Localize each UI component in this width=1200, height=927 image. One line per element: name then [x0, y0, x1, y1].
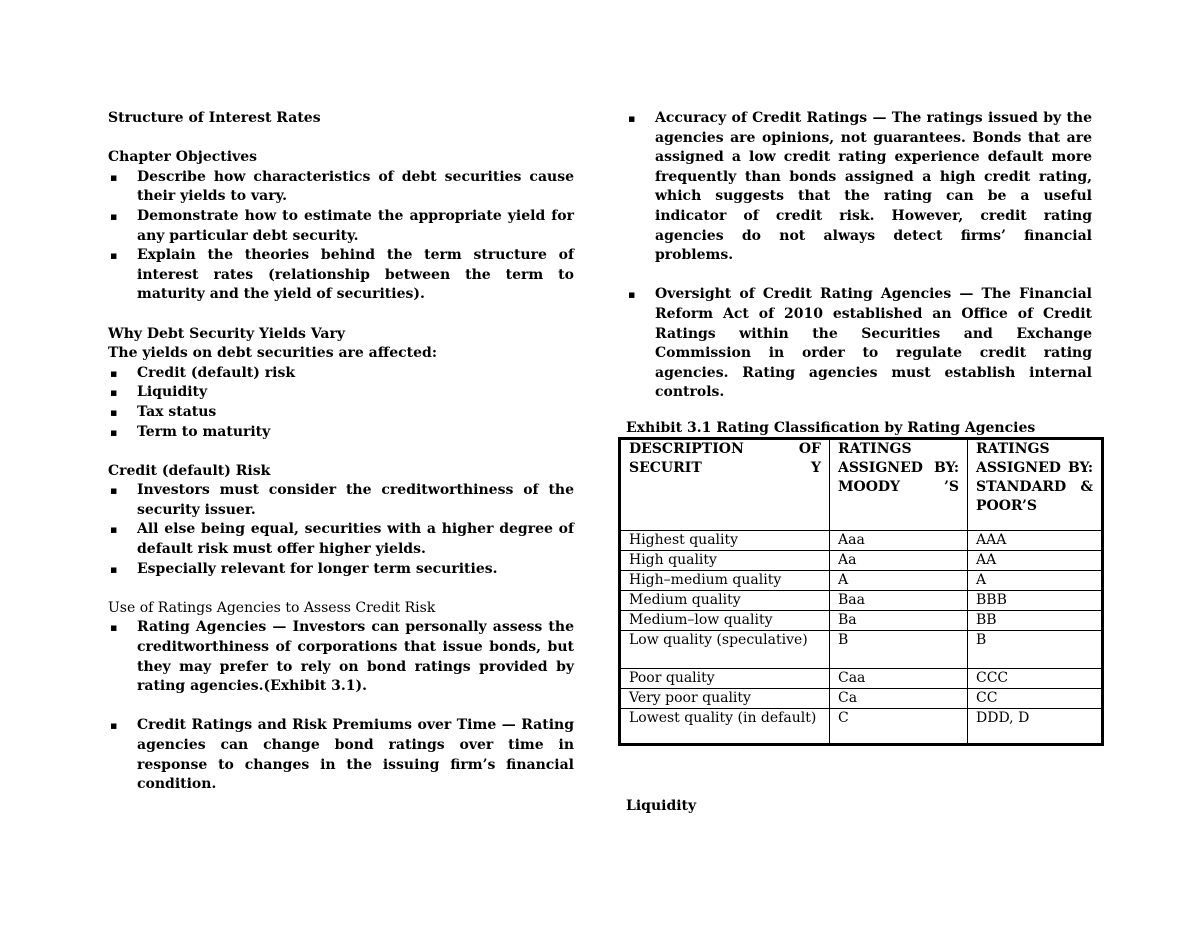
list-item: ▪ Liquidity	[110, 384, 208, 401]
table-cell: A	[830, 570, 968, 590]
table-cell: Ca	[830, 688, 968, 708]
table-cell: C	[830, 708, 968, 744]
list-item: ▪ Oversight of Credit Rating Agencies — The Financial Reform Act of 2010 established an Office of Credit Ratings within the Securities and Exchange Commission in order to regulate credit rating agencies. Rating agencies must establish internal controls.	[628, 286, 1092, 401]
table-row	[620, 708, 1103, 744]
table-cell: Low quality (speculative)	[620, 630, 830, 668]
table-header: DESCRIPTION OF SECURIT Y	[620, 438, 830, 530]
table-cell: Medium–low quality	[620, 610, 830, 630]
list-item: ▪ Rating Agencies — Investors can personally assess the creditworthiness of corporations that issue bonds, but they may prefer to rely on bond ratings provided by rating agencies.(Exhibit 3.1).	[110, 619, 574, 695]
table-cell: CCC	[968, 668, 1103, 688]
left-column	[108, 109, 574, 795]
exhibit-caption: Exhibit 3.1 Rating Classification by Rating Agencies	[626, 419, 1036, 436]
list-item: ▪ Demonstrate how to estimate the appropriate yield for any particular debt security.	[110, 207, 574, 244]
why-intro: The yields on debt securities are affected:	[108, 345, 438, 362]
agency-list	[626, 109, 1092, 266]
table-row	[620, 610, 1103, 630]
rating-table	[618, 437, 1104, 746]
table-cell: AAA	[968, 530, 1103, 550]
list-item: ▪ Explain the theories behind the term structure of interest rates (relationship between the term to maturity and the yield of securities).	[110, 247, 574, 303]
ratings-heading: Use of Ratings Agencies to Assess Credit Risk	[108, 599, 436, 616]
table-cell: Caa	[830, 668, 968, 688]
objectives-heading: Chapter Objectives	[108, 149, 257, 166]
table-cell: Very poor quality	[620, 688, 830, 708]
table-cell: A	[968, 570, 1103, 590]
table-cell: Lowest quality (in default)	[620, 708, 830, 744]
table-header: RATINGS ASSIGNED BY: STANDARD & POOR’S	[968, 438, 1103, 530]
table-cell: B	[830, 630, 968, 668]
table-cell: BB	[968, 610, 1103, 630]
table-cell: Ba	[830, 610, 968, 630]
liquidity-heading: Liquidity	[626, 798, 697, 814]
table-row	[620, 590, 1103, 610]
credit-list	[108, 481, 574, 579]
table-cell: High–medium quality	[620, 570, 830, 590]
why-heading: Why Debt Security Yields Vary	[108, 325, 345, 342]
list-item: ▪ Especially relevant for longer term securities.	[110, 560, 498, 577]
table-cell: AA	[968, 550, 1103, 570]
table-cell: CC	[968, 688, 1103, 708]
page-title: Structure of Interest Rates	[108, 110, 321, 126]
table-cell: High quality	[620, 550, 830, 570]
list-item: ▪ Describe how characteristics of debt securities cause their yields to vary.	[110, 168, 574, 205]
list-item: ▪ Accuracy of Credit Ratings — The ratings issued by the agencies are opinions, not guarantees. Bonds that are assigned a low credit rating experience default more frequently than bonds assigned a high credit rating, which suggests that the rating can be a useful indicator of credit risk. However, credit rating agencies do not always detect firms’ financial problems.	[628, 110, 1092, 264]
table-header: RATINGS ASSIGNED BY: MOODY ’S	[830, 438, 968, 530]
agency-list-2	[626, 285, 1092, 403]
list-item: ▪ All else being equal, securities with a higher degree of default risk must offer higher yields.	[110, 521, 574, 558]
table-row	[620, 668, 1103, 688]
objectives-list	[108, 168, 574, 305]
table-cell: Medium quality	[620, 590, 830, 610]
table-cell: Aaa	[830, 530, 968, 550]
table-cell: B	[968, 630, 1103, 668]
why-list	[108, 364, 574, 442]
right-column	[626, 109, 1092, 746]
table-row	[620, 570, 1103, 590]
table-cell: Aa	[830, 550, 968, 570]
list-item: ▪ Tax status	[110, 403, 217, 420]
table-header-row	[620, 438, 1103, 530]
ratings-list	[108, 618, 574, 696]
table-cell: Poor quality	[620, 668, 830, 688]
table-cell: BBB	[968, 590, 1103, 610]
list-item: ▪ Term to maturity	[110, 423, 271, 440]
table-cell: DDD, D	[968, 708, 1103, 744]
table-row	[620, 550, 1103, 570]
ratings-list-2	[108, 716, 574, 794]
table-row	[620, 630, 1103, 668]
table-cell: Highest quality	[620, 530, 830, 550]
table-row	[620, 688, 1103, 708]
credit-heading: Credit (default) Risk	[108, 462, 271, 479]
table-row	[620, 530, 1103, 550]
list-item: ▪ Credit Ratings and Risk Premiums over Time — Rating agencies can change bond ratings over time in response to changes in the issuing firm’s financial condition.	[110, 717, 574, 793]
list-item: ▪ Credit (default) risk	[110, 364, 296, 381]
list-item: ▪ Investors must consider the creditworthiness of the security issuer.	[110, 482, 574, 518]
table-cell: Baa	[830, 590, 968, 610]
